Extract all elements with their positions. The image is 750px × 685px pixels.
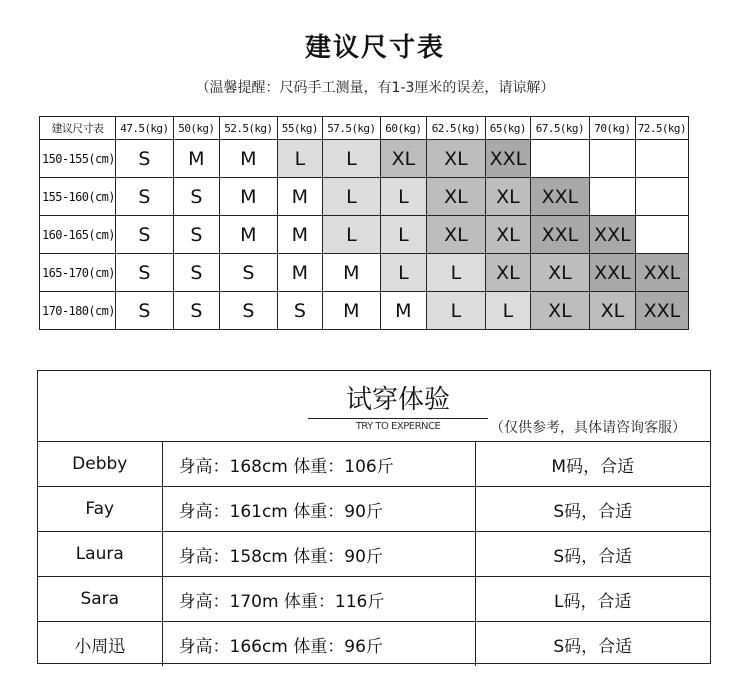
size-cell	[589, 140, 635, 178]
size-cell: XL	[530, 254, 589, 292]
weight-header: 57.5(kg)	[322, 117, 380, 140]
person-name: Sara	[38, 577, 162, 622]
size-cell: XL	[589, 292, 635, 330]
page-title: 建议尺寸表	[304, 33, 445, 63]
size-cell: L	[426, 254, 485, 292]
size-cell: XXL	[485, 140, 530, 178]
person-fit: S码，合适	[553, 636, 633, 657]
weight-header: 62.5(kg)	[426, 117, 485, 140]
person-measurements: 身高：170m 体重：116斤	[162, 577, 475, 622]
weight-header: 52.5(kg)	[219, 117, 277, 140]
size-cell: M	[277, 254, 322, 292]
try-on-title: 试穿体验	[345, 385, 450, 415]
height-label: 150-155(cm)	[40, 140, 116, 178]
person-measurements: 身高：168cm 体重：106斤	[162, 442, 475, 487]
person-name: Fay	[38, 487, 162, 532]
table-row	[38, 622, 710, 667]
height-label: 170-180(cm)	[40, 292, 116, 330]
try-on-panel	[37, 370, 711, 664]
size-cell: L	[380, 178, 426, 216]
size-cell: L	[322, 216, 380, 254]
size-cell: S	[219, 292, 277, 330]
page-subtitle: （温馨提醒：尺码手工测量，有1-3厘米的误差，请谅解）	[195, 80, 555, 96]
size-cell: S	[277, 292, 322, 330]
person-fit: S码，合适	[475, 532, 710, 577]
size-chart-row	[40, 292, 689, 330]
person-name: Laura	[38, 532, 162, 577]
table-row	[38, 442, 710, 487]
size-cell: L	[380, 254, 426, 292]
height-label: 165-170(cm)	[40, 254, 116, 292]
person-name: Debby	[38, 442, 162, 487]
try-on-table	[38, 442, 710, 666]
weight-header: 50(kg)	[173, 117, 219, 140]
size-cell: XL	[530, 292, 589, 330]
size-cell: M	[173, 140, 219, 178]
size-cell: L	[485, 292, 530, 330]
size-cell: XL	[426, 178, 485, 216]
size-cell: M	[219, 140, 277, 178]
person-fit: M码，合适	[475, 442, 710, 487]
size-chart-corner: 建议尺寸表	[40, 117, 116, 140]
size-cell: L	[322, 140, 380, 178]
size-cell: XL	[485, 178, 530, 216]
person-measurements: 身高：161cm 体重：90斤	[162, 487, 475, 532]
size-cell: S	[219, 254, 277, 292]
person-fit: S码，合适	[475, 487, 710, 532]
size-cell: XL	[426, 216, 485, 254]
weight-header: 67.5(kg)	[530, 117, 589, 140]
size-cell: XL	[485, 216, 530, 254]
size-cell: XL	[485, 254, 530, 292]
weight-header: 47.5(kg)	[115, 117, 173, 140]
table-row	[38, 532, 710, 577]
size-cell: M	[322, 254, 380, 292]
size-cell: S	[115, 178, 173, 216]
weight-header: 65(kg)	[485, 117, 530, 140]
size-cell: L	[380, 216, 426, 254]
size-cell: M	[277, 216, 322, 254]
weight-header: 72.5(kg)	[635, 117, 688, 140]
size-chart-row	[40, 178, 689, 216]
size-cell: XXL	[530, 178, 589, 216]
size-cell: XXL	[530, 216, 589, 254]
table-row	[38, 577, 710, 622]
size-cell: S	[173, 178, 219, 216]
size-cell: S	[115, 254, 173, 292]
size-cell: XL	[426, 140, 485, 178]
size-cell: XXL	[589, 216, 635, 254]
weight-header: 55(kg)	[277, 117, 322, 140]
table-row	[38, 487, 710, 532]
size-cell: S	[173, 216, 219, 254]
size-cell	[635, 178, 688, 216]
person-measurements: 身高：158cm 体重：90斤	[162, 532, 475, 577]
size-cell	[635, 140, 688, 178]
size-chart-table	[39, 116, 689, 330]
size-cell: XXL	[635, 292, 688, 330]
weight-header: 70(kg)	[589, 117, 635, 140]
size-chart-row	[40, 216, 689, 254]
size-cell: S	[173, 254, 219, 292]
size-cell: XL	[380, 140, 426, 178]
size-cell: XXL	[635, 254, 688, 292]
size-cell	[635, 216, 688, 254]
weight-header: 60(kg)	[380, 117, 426, 140]
size-cell: M	[380, 292, 426, 330]
size-cell: L	[322, 178, 380, 216]
size-cell: S	[173, 292, 219, 330]
size-cell: S	[115, 216, 173, 254]
person-name: 小周迅	[38, 622, 162, 667]
size-cell: M	[277, 178, 322, 216]
size-cell: L	[277, 140, 322, 178]
size-cell: M	[219, 178, 277, 216]
size-chart-row	[40, 254, 689, 292]
size-cell	[530, 140, 589, 178]
height-label: 155-160(cm)	[40, 178, 116, 216]
size-cell: L	[426, 292, 485, 330]
try-on-note: （仅供参考，具体请咨询客服）	[490, 420, 686, 436]
size-cell	[589, 178, 635, 216]
size-cell: XXL	[589, 254, 635, 292]
size-cell: S	[115, 140, 173, 178]
try-on-subtitle-en: TRY TO EXPERNCE	[308, 418, 488, 432]
size-chart-row	[40, 140, 689, 178]
size-cell: M	[219, 216, 277, 254]
height-label: 160-165(cm)	[40, 216, 116, 254]
size-cell: M	[322, 292, 380, 330]
person-measurements: 身高：166cm 体重：96斤	[162, 622, 475, 667]
size-chart-header-row	[40, 117, 689, 140]
person-fit: L码，合适	[475, 577, 710, 622]
size-cell: S	[115, 292, 173, 330]
try-on-header	[38, 371, 710, 442]
